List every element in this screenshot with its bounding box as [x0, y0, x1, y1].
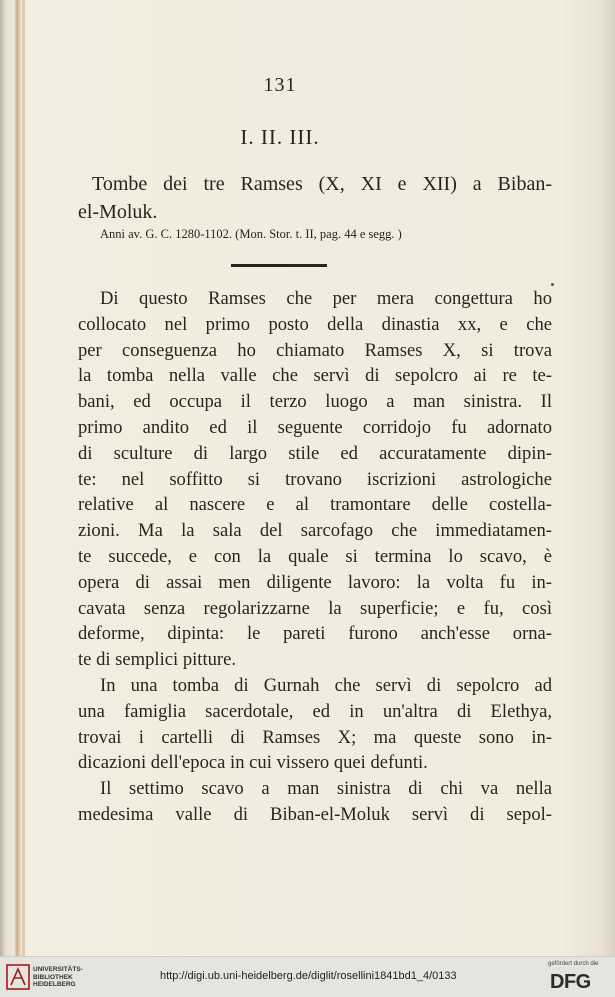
text-line: te succede, e con la quale si termina lo scavo, è — [78, 545, 552, 567]
page-number: 131 — [263, 74, 297, 96]
text-line: te di semplici pitture. — [78, 649, 237, 671]
page-url-link[interactable]: http://digi.ub.uni-heidelberg.de/diglit/rosellini1841bd1_4/0133 — [160, 970, 457, 982]
text-line: opera di assai men diligente lavoro: la volta fu in- — [78, 571, 552, 593]
viewer-footer — [0, 956, 615, 997]
text-line: di sculture di largo stile ed accuratamente dipin- — [78, 442, 552, 464]
logo-text-line: BIBLIOTHEK — [33, 973, 73, 981]
tomb-title-line: el-Moluk. — [78, 201, 158, 223]
text-line: bani, ed occupa il terzo luogo a man sinistra. Il — [78, 391, 552, 413]
text-line: una famiglia sacerdotale, ed in un'altra di Elethya, — [78, 700, 552, 722]
logo-text-line: UNIVERSITÄTS- — [33, 966, 83, 973]
text-line: dicazioni dell'epoca in cui vissero quei defunti. — [78, 752, 428, 774]
tomb-title — [78, 170, 552, 226]
text-line: la tomba nella valle che servì di sepolcro ai re te- — [78, 365, 552, 387]
text-line: Il settimo scavo a man sinistra di chi va nella — [100, 778, 552, 800]
text-line: relative al nascere e al tramontare delle costella- — [78, 494, 552, 516]
text-line: medesima valle di Biban-el-Moluk servì di sepol- — [78, 803, 552, 825]
text-line: te: nel soffitto si trovano iscrizioni astrologiche — [78, 468, 552, 490]
text-line: primo andito ed il seguente corridojo fu adornato — [78, 416, 552, 438]
text-line: zioni. Ma la sala del sarcofago che immediatamen- — [78, 520, 552, 542]
dfg-logo: DFG — [550, 971, 591, 993]
text-line: Di questo Ramses che per mera congettura ho — [100, 288, 552, 309]
section-title: I. II. III. — [240, 125, 320, 149]
text-line: per conseguenza ho chiamato Ramses X, si trova — [78, 339, 552, 361]
logo-text-line: HEIDELBERG — [33, 981, 76, 988]
body-text — [78, 286, 552, 828]
dates-citation: Anni av. G. C. 1280-1102. (Mon. Stor. t. II, pag. 44 e segg. ) — [100, 227, 402, 241]
university-library-name — [33, 966, 83, 989]
text-line: cavata senza regolarizzarne la superficie; e fu, così — [78, 597, 552, 619]
text-line: In una tomba di Gurnah che servì di sepolcro ad — [100, 674, 552, 696]
text-line: deforme, dipinta: le pareti furono anch'esse orna- — [78, 623, 552, 645]
funding-caption: gefördert durch die — [548, 961, 599, 967]
text-line: trovai i cartelli di Ramses X; ma queste sono in- — [78, 726, 552, 748]
text-line: collocato nel primo posto della dinastia xx, e che — [78, 313, 552, 335]
university-library-logo-icon — [6, 963, 30, 991]
tomb-title-line: Tombe dei tre Ramses (X, XI e XII) a Biban- — [92, 173, 552, 195]
section-divider — [231, 264, 327, 267]
